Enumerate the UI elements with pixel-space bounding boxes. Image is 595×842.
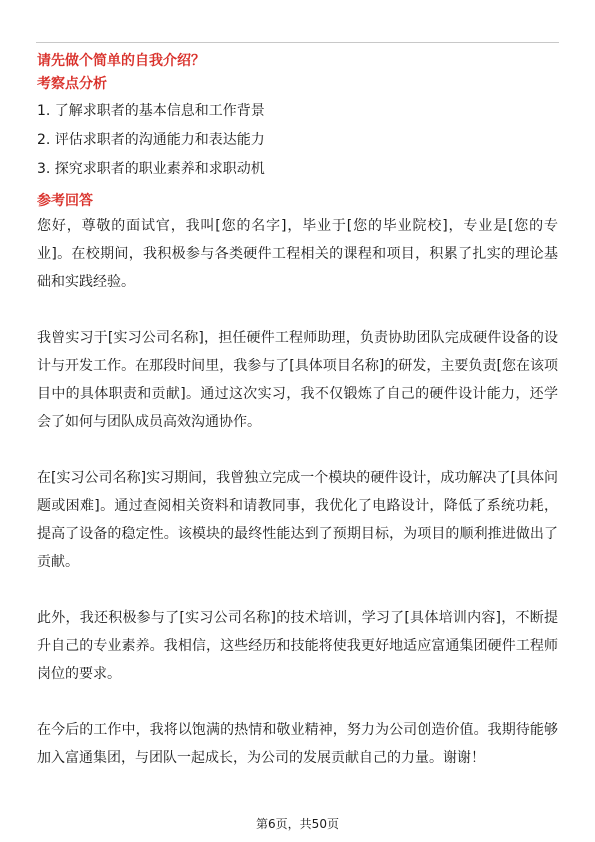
answer-paragraph: 在[实习公司名称]实习期间，我曾独立完成一个模块的硬件设计，成功解决了[具体问题或困难]。通过查阅相关资料和请教同事，我优化了电路设计，降低了系统功耗，提高了设备的稳定性。该模块的最终性能达到了预期目标，为项目的顺利推进做出了贡献。: [37, 470, 558, 570]
answer-paragraph: 我曾实习于[实习公司名称]，担任硬件工程师助理，负责协助团队完成硬件设备的设计与开发工作。在那段时间里，我参与了[具体项目名称]的研发，主要负责[您在该项目中的具体职责和贡献]。通过这次实习，我不仅锻炼了自己的硬件设计能力，还学会了如何与团队成员高效沟通协作。: [37, 330, 558, 430]
answer-paragraph: 您好，尊敬的面试官，我叫[您的名字]，毕业于[您的毕业院校]，专业是[您的专业]。在校期间，我积极参与各类硬件工程相关的课程和项目，积累了扎实的理论基础和实践经验。: [37, 218, 558, 290]
page-number: 第6页，共50页: [256, 817, 339, 831]
analysis-title: 考察点分析: [37, 76, 107, 92]
answer-paragraph: 此外，我还积极参与了[实习公司名称]的技术培训，学习了[具体培训内容]，不断提升自己的专业素养。我相信，这些经历和技能将使我更好地适应富通集团硬件工程师岗位的要求。: [37, 610, 558, 682]
answer-paragraph: 在今后的工作中，我将以饱满的热情和敬业精神，努力为公司创造价值。我期待能够加入富通集团，与团队一起成长，为公司的发展贡献自己的力量。谢谢！: [37, 722, 558, 766]
analysis-point: 3. 探究求职者的职业素养和求职动机: [37, 161, 265, 177]
answer-title: 参考回答: [37, 193, 93, 209]
analysis-point: 1. 了解求职者的基本信息和工作背景: [37, 103, 265, 119]
analysis-point: 2. 评估求职者的沟通能力和表达能力: [37, 132, 265, 148]
analysis-points: [37, 97, 558, 184]
page-content: [37, 49, 558, 800]
question-heading: 请先做个简单的自我介绍？: [37, 53, 205, 69]
header-divider: [36, 42, 559, 43]
